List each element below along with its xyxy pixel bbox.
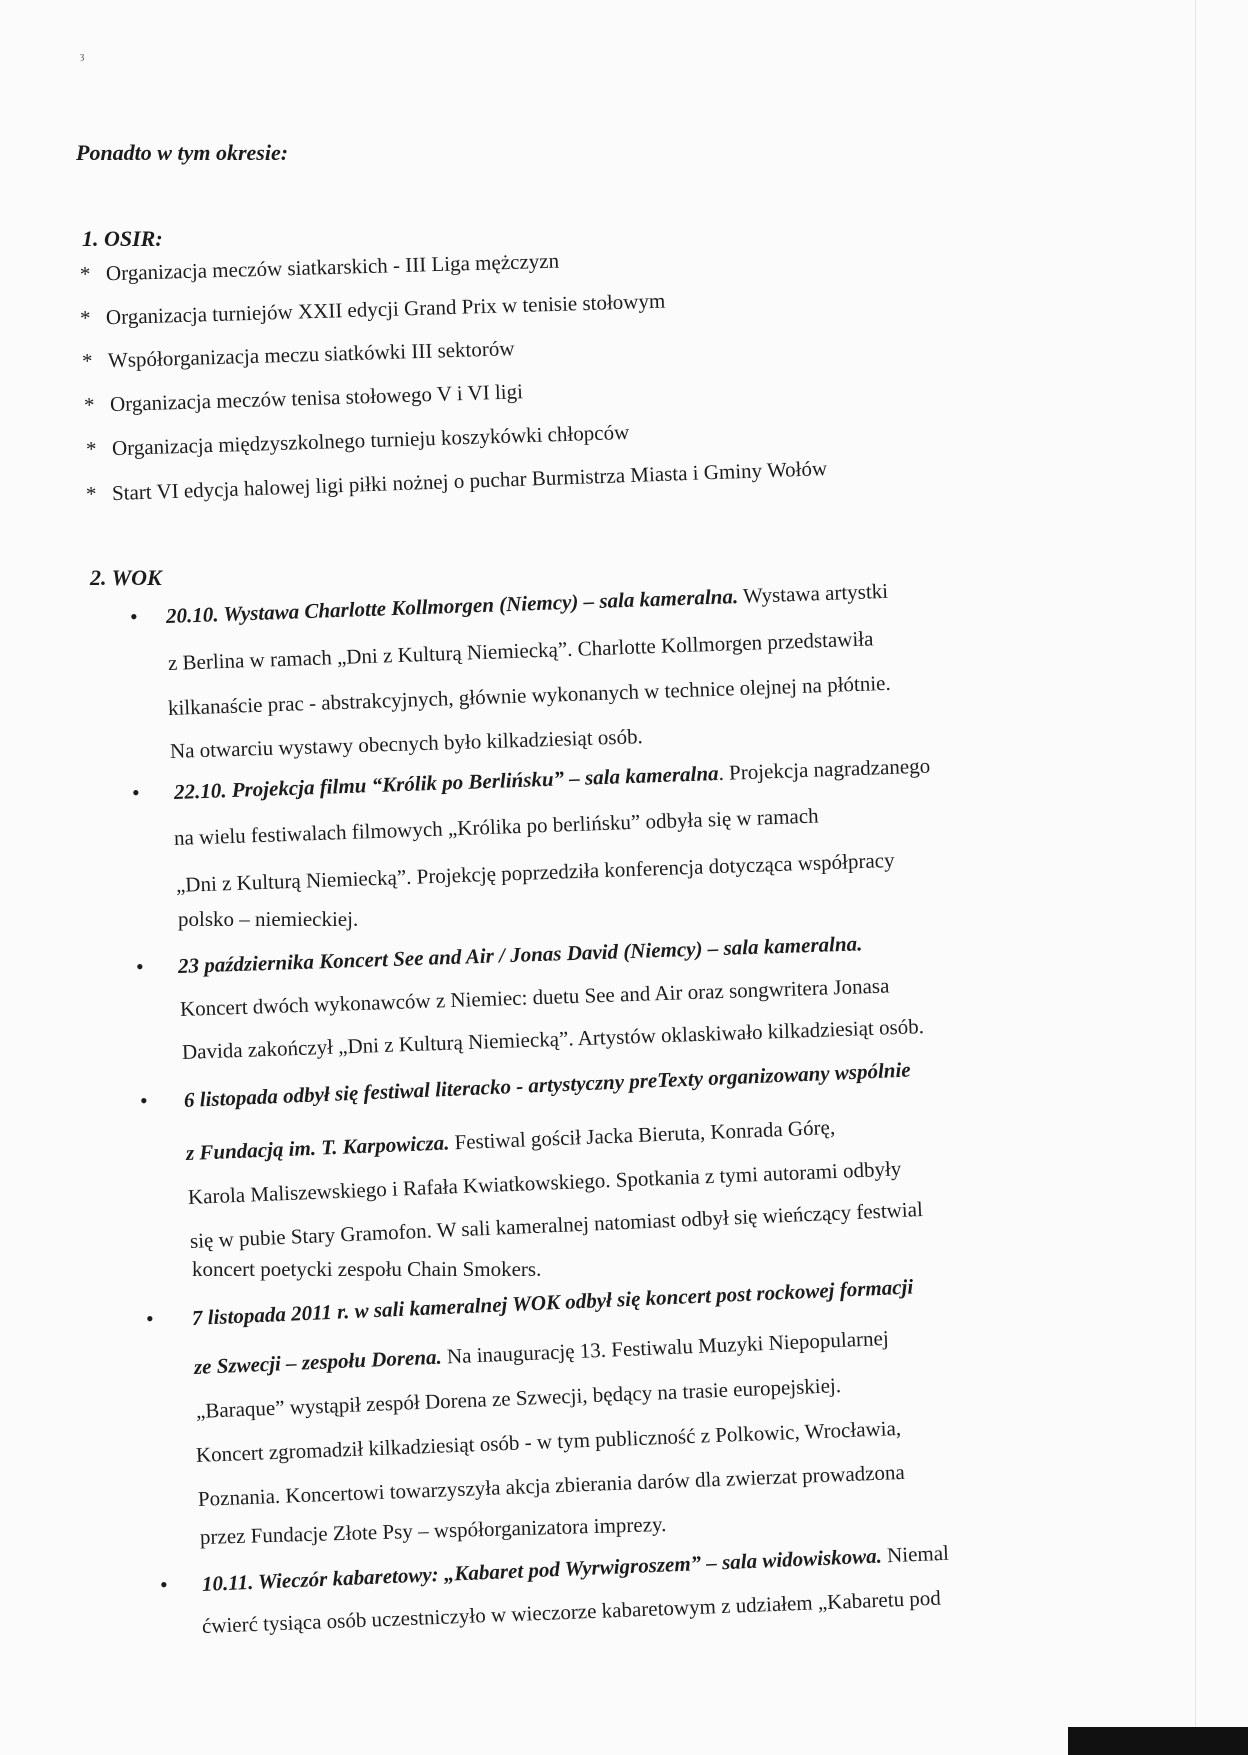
bullet-dot: • (160, 1572, 168, 1597)
bullet-dot: • (140, 1088, 148, 1113)
osir-item (86, 420, 630, 462)
star-bullet: * (79, 261, 91, 286)
entry-text: Wystawa artystki (737, 578, 889, 609)
entry-title: 10.11. Wieczór kabaretowy: „Kabaret pod Wyrwigroszem” – sala widowiskowa. (201, 1543, 883, 1596)
entry-title: 6 listopada odbył się festiwal literacko - artystyczny preTexty organizowany wspólnie (183, 1057, 912, 1112)
entry-title: 22.10. Projekcja filmu “Królik po Berlińsku” – sala kameralna (173, 760, 719, 804)
wok-entry-line: z Berlina w ramach „Dni z Kulturą Niemiecką”. Charlotte Kollmorgen przedstawiła (167, 626, 874, 675)
page-edge-line (1195, 0, 1196, 1755)
wok-entry-line: „Baraque” wystąpił zespół Dorena ze Szwecji, będący na trasie europejskiej. (195, 1373, 842, 1423)
star-bullet: * (85, 481, 97, 506)
bullet-dot: • (136, 954, 144, 979)
star-bullet: * (79, 305, 91, 330)
star-bullet: * (83, 392, 95, 417)
osir-item (86, 456, 828, 507)
wok-entry-line: „Dni z Kulturą Niemiecką”. Projekcję poprzedziła konferencja dotycząca współpracy (175, 847, 895, 897)
osir-item-text: Organizacja meczów tenisa stołowego V i VI ligi (109, 379, 524, 417)
entry-text: . Projekcja nagradzanego (718, 753, 931, 785)
wok-entry-line (178, 931, 863, 979)
entry-title: 7 listopada 2011 r. w sali kameralnej WOK odbył się koncert post rockowej formacji (191, 1274, 914, 1330)
osir-item (84, 379, 524, 418)
wok-entry-line: się w pubie Stary Gramofon. W sali kameralnej natomiast odbył się wieńczący festwial (189, 1197, 924, 1253)
entry-title: 20.10. Wystawa Charlotte Kollmorgen (Niemcy) – sala kameralna. (165, 584, 739, 628)
scan-corner-shadow (1068, 1727, 1248, 1755)
osir-item-text: Współorganizacja meczu siatkówki III sektorów (107, 336, 515, 373)
wok-entry-line (193, 1326, 889, 1380)
wok-entry-line: ćwierć tysiąca osób uczestniczyło w wieczorze kabaretowym z udziałem „Kabaretu pod (201, 1585, 942, 1638)
stray-mark: ȝ (80, 50, 85, 62)
wok-entry-line (183, 1058, 911, 1113)
wok-entry-line: Poznania. Koncertowi towarzyszyła akcja zbierania darów dla zwierzat prowadzona (197, 1459, 906, 1511)
bullet-dot: • (130, 604, 138, 629)
wok-entry-line: Na otwarciu wystawy obecnych było kilkadziesiąt osób. (169, 724, 644, 763)
osir-item (80, 249, 560, 287)
star-bullet: * (81, 348, 93, 373)
wok-entry-line (191, 1275, 913, 1331)
osir-item (82, 336, 515, 374)
wok-entry-line: na wielu festiwalach filmowych „Królika po berlińsku” odbyła się w ramach (173, 803, 819, 850)
bullet-dot: • (132, 780, 140, 805)
osir-item-text: Start VI edycja halowej ligi piłki nożnej o puchar Burmistrza Miasta i Gminy Wołów (111, 456, 828, 506)
wok-heading: 2. WOK (90, 565, 162, 590)
osir-item-text: Organizacja międzyszkolnego turnieju koszykówki chłopców (111, 419, 630, 461)
osir-item (80, 289, 666, 331)
entry-title: 23 października Koncert See and Air / Jonas David (Niemcy) – sala kameralna. (177, 931, 863, 978)
star-bullet: * (85, 436, 97, 461)
wok-entry-line: Karola Maliszewskiego i Rafała Kwiatkowskiego. Spotkania z tymi autorami odbyły (187, 1156, 902, 1209)
wok-entry-line: kilkanaście prac - abstrakcyjnych, głównie wykonanych w technice olejnej na płótnie. (167, 670, 892, 720)
intro-heading: Ponadto w tym okresie: (76, 140, 289, 165)
wok-entry-line: polsko – niemieckiej. (178, 907, 359, 931)
entry-title: z Fundacją im. T. Karpowicza. (185, 1130, 450, 1165)
osir-item-text: Organizacja turniejów XXII edycji Grand Prix w tenisie stołowym (105, 288, 666, 330)
bullet-dot: • (146, 1306, 154, 1331)
wok-entry-line (166, 579, 889, 629)
entry-text: Festiwal gościł Jacka Bieruta, Konrada Górę, (448, 1114, 836, 1155)
wok-entry-line: przez Fundacje Złote Psy – współorganizatora imprezy. (199, 1511, 667, 1549)
wok-entry-line (174, 754, 931, 805)
osir-heading: 1. OSIR: (82, 226, 163, 251)
entry-text: Na inaugurację 13. Festiwalu Muzyki Niepopularnej (441, 1325, 890, 1369)
entry-text: Niemal (881, 1540, 950, 1568)
wok-entry-line: Koncert dwóch wykonawców z Niemiec: duetu See and Air oraz songwritera Jonasa (179, 973, 890, 1021)
entry-title: ze Szwecji – zespołu Dorena. (193, 1344, 443, 1379)
wok-entry-line (185, 1115, 835, 1166)
wok-entry-line: Koncert zgromadził kilkadziesiąt osób - w tym publiczność z Polkowic, Wrocławia, (195, 1415, 902, 1467)
wok-entry-line (201, 1541, 949, 1597)
wok-entry-line: Davida zakończył „Dni z Kulturą Niemiecką”. Artystów oklaskiwało kilkadziesiąt osób. (181, 1014, 925, 1064)
wok-entry-line: koncert poetycki zespołu Chain Smokers. (192, 1257, 542, 1281)
osir-item-text: Organizacja meczów siatkarskich - III Liga mężczyzn (105, 248, 560, 286)
